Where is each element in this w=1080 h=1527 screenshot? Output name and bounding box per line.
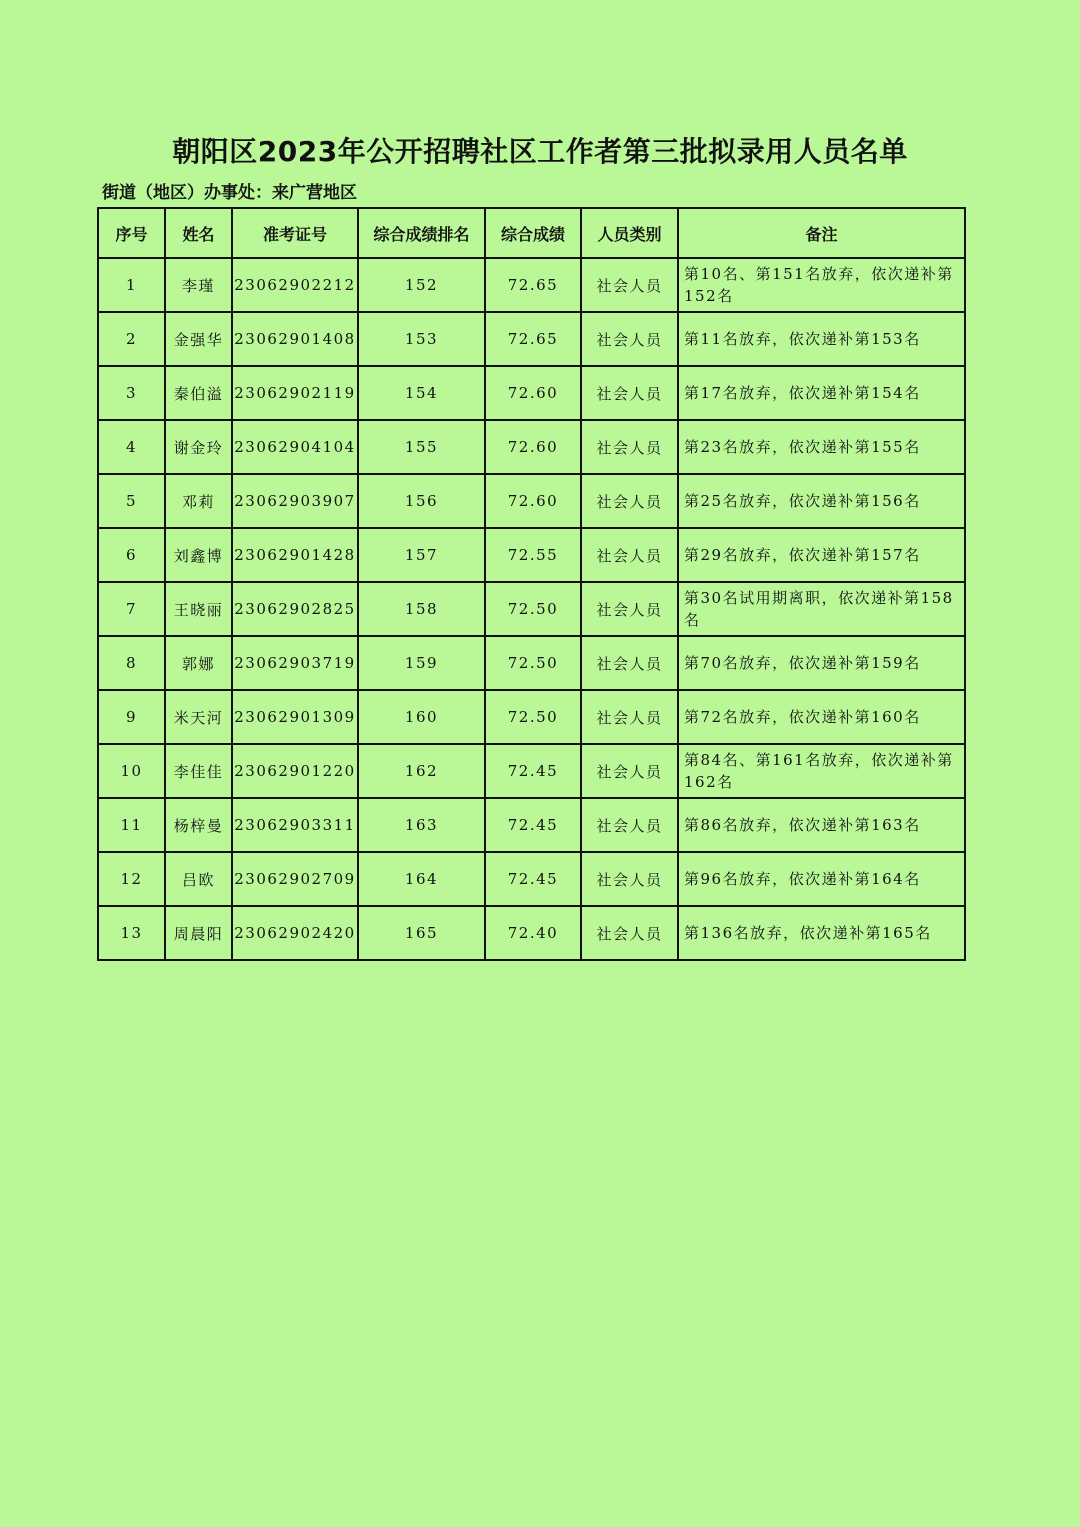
cell-exam-id: 23062903311 [232,798,358,852]
cell-index: 4 [98,420,165,474]
cell-name: 杨梓曼 [165,798,232,852]
cell-category: 社会人员 [581,312,678,366]
cell-index: 6 [98,528,165,582]
cell-exam-id: 23062903719 [232,636,358,690]
table-row [98,798,965,852]
cell-remarks: 第136名放弃，依次递补第165名 [678,906,965,960]
cell-category: 社会人员 [581,798,678,852]
cell-score: 72.45 [485,744,581,798]
cell-exam-id: 23062903907 [232,474,358,528]
table-row [98,528,965,582]
office-label: 街道（地区）办事处：来广营地区 [102,183,357,203]
cell-exam-id: 23062902420 [232,906,358,960]
cell-index: 13 [98,906,165,960]
cell-remarks: 第86名放弃，依次递补第163名 [678,798,965,852]
cell-score: 72.60 [485,420,581,474]
cell-index: 7 [98,582,165,636]
table-row [98,582,965,636]
header-score: 综合成绩 [485,208,581,258]
header-exam-id: 准考证号 [232,208,358,258]
cell-remarks: 第10名、第151名放弃，依次递补第152名 [678,258,965,312]
cell-score: 72.60 [485,366,581,420]
cell-rank: 162 [358,744,485,798]
cell-rank: 158 [358,582,485,636]
table-row [98,744,965,798]
cell-score: 72.60 [485,474,581,528]
cell-exam-id: 23062902119 [232,366,358,420]
cell-exam-id: 23062904104 [232,420,358,474]
cell-rank: 154 [358,366,485,420]
cell-exam-id: 23062901408 [232,312,358,366]
cell-category: 社会人员 [581,852,678,906]
header-index: 序号 [98,208,165,258]
cell-rank: 164 [358,852,485,906]
cell-remarks: 第84名、第161名放弃，依次递补第162名 [678,744,965,798]
cell-index: 8 [98,636,165,690]
cell-name: 李瑾 [165,258,232,312]
cell-category: 社会人员 [581,420,678,474]
cell-name: 邓莉 [165,474,232,528]
cell-remarks: 第17名放弃，依次递补第154名 [678,366,965,420]
cell-score: 72.65 [485,258,581,312]
cell-rank: 159 [358,636,485,690]
cell-name: 刘鑫博 [165,528,232,582]
cell-name: 金强华 [165,312,232,366]
cell-rank: 163 [358,798,485,852]
cell-category: 社会人员 [581,582,678,636]
cell-score: 72.40 [485,906,581,960]
header-name: 姓名 [165,208,232,258]
cell-name: 秦伯溢 [165,366,232,420]
cell-remarks: 第25名放弃，依次递补第156名 [678,474,965,528]
table-row [98,474,965,528]
table-row [98,906,965,960]
cell-rank: 155 [358,420,485,474]
cell-score: 72.45 [485,852,581,906]
table-header-row [98,208,965,258]
cell-remarks: 第70名放弃，依次递补第159名 [678,636,965,690]
cell-index: 11 [98,798,165,852]
cell-score: 72.50 [485,636,581,690]
cell-category: 社会人员 [581,744,678,798]
candidate-table [97,207,966,961]
document-title: 朝阳区2023年公开招聘社区工作者第三批拟录用人员名单 [172,135,908,168]
cell-rank: 152 [358,258,485,312]
table-row [98,258,965,312]
cell-score: 72.55 [485,528,581,582]
cell-category: 社会人员 [581,906,678,960]
cell-exam-id: 23062902212 [232,258,358,312]
cell-remarks: 第29名放弃，依次递补第157名 [678,528,965,582]
cell-category: 社会人员 [581,636,678,690]
cell-score: 72.50 [485,690,581,744]
cell-name: 王晓丽 [165,582,232,636]
cell-index: 10 [98,744,165,798]
table-row [98,852,965,906]
cell-remarks: 第96名放弃，依次递补第164名 [678,852,965,906]
header-category: 人员类别 [581,208,678,258]
cell-score: 72.50 [485,582,581,636]
cell-index: 5 [98,474,165,528]
cell-name: 李佳佳 [165,744,232,798]
cell-remarks: 第30名试用期离职，依次递补第158名 [678,582,965,636]
cell-name: 郭娜 [165,636,232,690]
cell-score: 72.65 [485,312,581,366]
cell-category: 社会人员 [581,690,678,744]
cell-remarks: 第72名放弃，依次递补第160名 [678,690,965,744]
cell-rank: 156 [358,474,485,528]
table-row [98,690,965,744]
cell-remarks: 第11名放弃，依次递补第153名 [678,312,965,366]
cell-rank: 157 [358,528,485,582]
table-row [98,420,965,474]
cell-index: 9 [98,690,165,744]
cell-name: 吕欧 [165,852,232,906]
header-rank: 综合成绩排名 [358,208,485,258]
cell-index: 1 [98,258,165,312]
cell-exam-id: 23062901220 [232,744,358,798]
cell-exam-id: 23062902825 [232,582,358,636]
cell-category: 社会人员 [581,474,678,528]
table-body [98,258,965,960]
table-row [98,366,965,420]
cell-rank: 160 [358,690,485,744]
cell-remarks: 第23名放弃，依次递补第155名 [678,420,965,474]
cell-score: 72.45 [485,798,581,852]
cell-category: 社会人员 [581,366,678,420]
cell-name: 周晨阳 [165,906,232,960]
cell-category: 社会人员 [581,528,678,582]
cell-category: 社会人员 [581,258,678,312]
cell-rank: 153 [358,312,485,366]
header-remarks: 备注 [678,208,965,258]
table-row [98,636,965,690]
cell-exam-id: 23062902709 [232,852,358,906]
cell-index: 12 [98,852,165,906]
cell-exam-id: 23062901309 [232,690,358,744]
cell-index: 3 [98,366,165,420]
cell-name: 米天河 [165,690,232,744]
cell-rank: 165 [358,906,485,960]
table-row [98,312,965,366]
cell-index: 2 [98,312,165,366]
cell-name: 谢金玲 [165,420,232,474]
cell-exam-id: 23062901428 [232,528,358,582]
